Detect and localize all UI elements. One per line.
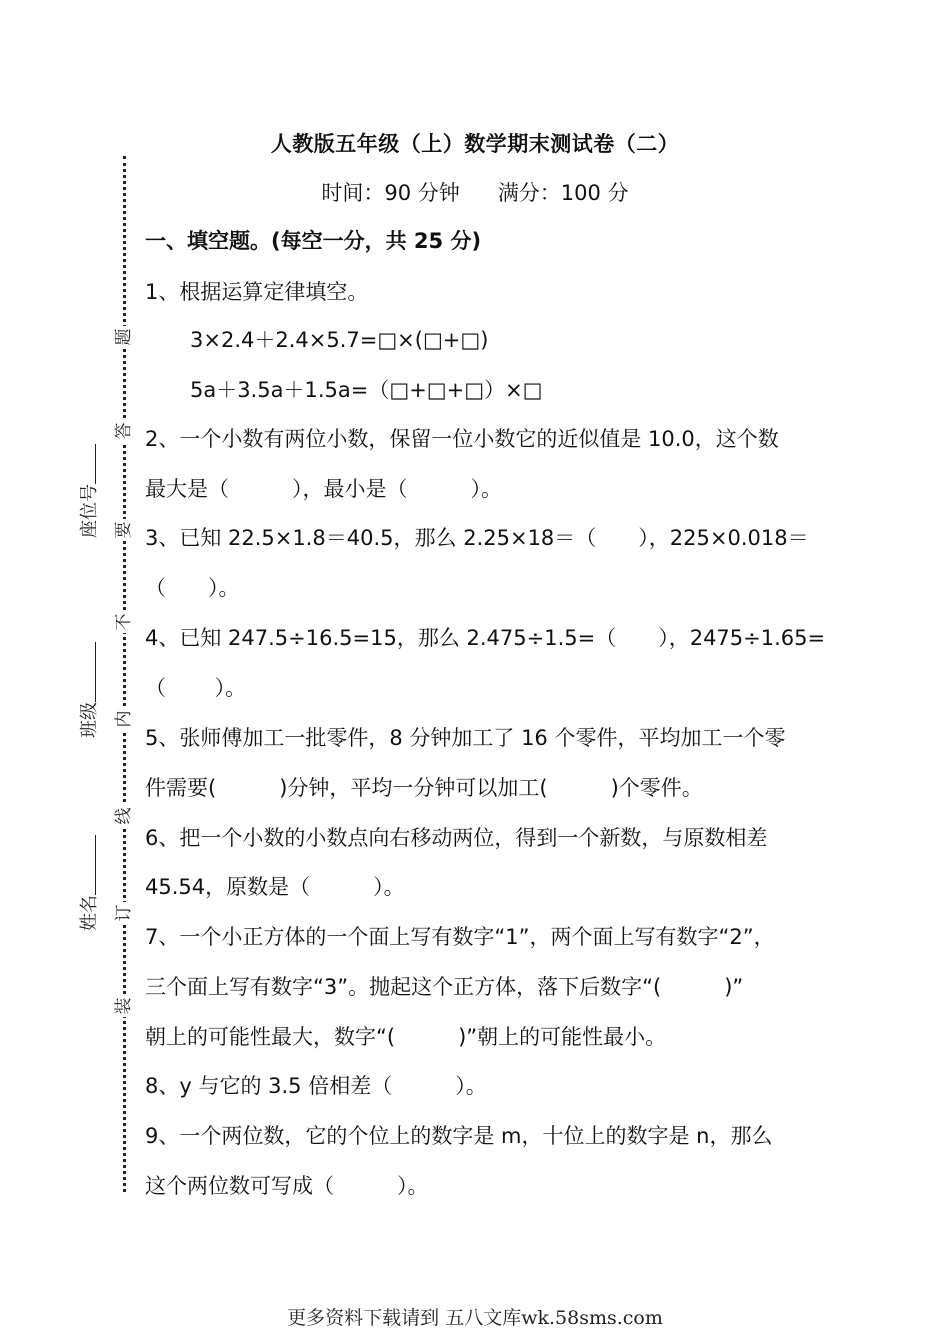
side-warning-char: 答 (113, 420, 135, 442)
exam-score: 满分：100 分 (497, 181, 629, 205)
section-heading: 一、填空题。(每空一分，共 25 分) (145, 229, 482, 253)
question-line: 最大是（ ），最小是（ ）。 (145, 477, 502, 501)
seat-number-label: 座位号 (79, 484, 100, 538)
question-line: 3、已知 22.5×1.8＝40.5，那么 2.25×18＝（ ），225×0.018＝ (145, 526, 809, 550)
question-line: 5、张师傅加工一批零件，8 分钟加工了 16 个零件，平均加工一个零 (145, 726, 786, 750)
question-line: 6、把一个小数的小数点向右移动两位，得到一个新数，与原数相差 (145, 826, 768, 850)
seat-number-field (77, 438, 103, 538)
page-title: 人教版五年级（上）数学期末测试卷（二） (270, 132, 680, 156)
side-warning-char: 线 (113, 805, 135, 827)
question-line: （ ）。 (145, 576, 240, 600)
question-line: 8、y 与它的 3.5 倍相差（ ）。 (145, 1074, 487, 1098)
question-line: 4、已知 247.5÷16.5=15，那么 2.475÷1.5=（ ），2475÷1.65= (145, 626, 826, 650)
side-warning-char: 不 (113, 611, 135, 633)
seat-number-blank (77, 444, 96, 484)
question-line: 45.54，原数是（ ）。 (145, 875, 405, 899)
question-line: 朝上的可能性最大，数字“( )”朝上的可能性最小。 (145, 1025, 667, 1049)
question-line: 2、一个小数有两位小数，保留一位小数它的近似值是 10.0，这个数 (145, 427, 779, 451)
side-warning-char: 要 (113, 519, 135, 541)
question-line: 5a＋3.5a＋1.5a=（□+□+□）×□ (190, 378, 543, 402)
footer-watermark: 更多资料下载请到 五八文库wk.58sms.com (287, 1307, 663, 1329)
question-line: 7、一个小正方体的一个面上写有数字“1”，两个面上写有数字“2”， (145, 925, 775, 949)
question-line: 9、一个两位数，它的个位上的数字是 m，十位上的数字是 n，那么 (145, 1124, 773, 1148)
question-line: （ ）。 (145, 676, 247, 700)
question-line: 件需要( )分钟，平均一分钟可以加工( )个零件。 (145, 776, 703, 800)
class-label: 班级 (79, 702, 100, 738)
class-field (77, 638, 103, 738)
name-label: 姓名 (79, 895, 100, 931)
question-line: 这个两位数可写成（ ）。 (145, 1174, 429, 1198)
question-line: 1、根据运算定律填空。 (145, 280, 369, 304)
exam-time: 时间：90 分钟 (321, 181, 460, 205)
side-warning-char: 订 (113, 902, 135, 924)
side-warning-char: 内 (113, 708, 135, 730)
question-line: 三个面上写有数字“3”。抛起这个正方体，落下后数字“( )” (145, 975, 744, 999)
binding-dotted-line (123, 156, 126, 1192)
question-line: 3×2.4＋2.4×5.7=□×(□+□) (190, 328, 489, 352)
name-field (77, 831, 103, 931)
name-blank (77, 835, 96, 895)
exam-info (0, 177, 950, 207)
side-warning-char: 题 (113, 326, 135, 348)
side-warning-char: 装 (113, 995, 135, 1017)
class-blank (77, 642, 96, 702)
